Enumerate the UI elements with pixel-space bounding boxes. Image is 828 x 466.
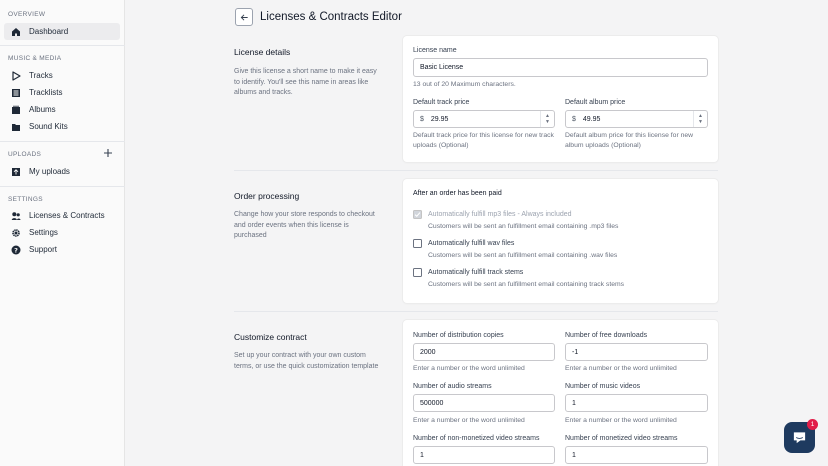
back-button[interactable] — [235, 8, 253, 26]
sidebar-item-label: Support — [29, 245, 58, 254]
section-title-license-details: License details — [234, 47, 291, 57]
audio-streams-label: Number of audio streams — [413, 383, 492, 390]
help-icon — [10, 244, 21, 255]
monetized-streams-label: Number of monetized video streams — [565, 435, 678, 442]
sidebar-item-albums[interactable] — [4, 101, 120, 118]
non-monetized-streams-input[interactable] — [413, 446, 555, 464]
track-price-input[interactable] — [413, 110, 555, 128]
add-upload-button[interactable] — [103, 148, 113, 158]
sidebar-item-tracks[interactable] — [4, 67, 120, 84]
music-videos-input[interactable] — [565, 394, 708, 412]
non-monetized-streams-value: 1 — [420, 451, 424, 459]
list-icon — [10, 87, 21, 98]
section-title-customize-contract: Customize contract — [234, 332, 307, 342]
distribution-copies-label: Number of distribution copies — [413, 332, 504, 339]
distribution-copies-help: Enter a number or the word unlimited — [413, 365, 525, 372]
album-price-stepper[interactable]: ▲ ▼ — [693, 111, 707, 127]
wav-option-help: Customers will be sent an fulfillment email containing .wav files — [428, 252, 618, 259]
divider — [0, 141, 125, 142]
customize-contract-card — [403, 320, 718, 466]
folder-icon — [10, 121, 21, 132]
track-price-help: Default track price for this license for new track uploads (Optional) — [413, 132, 554, 149]
section-label-uploads: UPLOADS — [8, 151, 42, 158]
track-price-stepper[interactable]: ▲ ▼ — [540, 111, 554, 127]
free-downloads-help: Enter a number or the word unlimited — [565, 365, 677, 372]
home-icon — [10, 26, 21, 37]
section-desc-license-details: Give this license a short name to make it easy to identify. You'll see this name in areas like albums and tracks. — [234, 68, 377, 96]
sidebar-item-sound-kits[interactable] — [4, 118, 120, 135]
section-desc-customize-contract: Set up your contract with your own custom terms, or use the quick customization template — [234, 352, 379, 370]
license-name-help: 13 out of 20 Maximum characters. — [413, 81, 516, 88]
album-price-help: Default album price for this license for new album uploads (Optional) — [565, 132, 694, 149]
sidebar-item-settings[interactable] — [4, 224, 120, 241]
check-icon — [414, 211, 421, 218]
music-videos-help: Enter a number or the word unlimited — [565, 417, 677, 424]
license-details-card — [403, 36, 718, 162]
order-processing-card — [403, 179, 718, 303]
sidebar-item-label: Albums — [29, 105, 56, 114]
option-wav — [413, 239, 514, 248]
sidebar — [0, 0, 125, 466]
track-price-value: 29.95 — [430, 115, 449, 123]
album-price-label: Default album price — [565, 99, 626, 106]
divider — [0, 186, 125, 187]
audio-streams-input[interactable] — [413, 394, 555, 412]
stems-option-help: Customers will be sent an fulfillment email containing track stems — [428, 281, 625, 288]
sidebar-item-label: Sound Kits — [29, 122, 68, 131]
sidebar-item-licenses[interactable] — [4, 207, 120, 224]
option-mp3 — [413, 210, 572, 219]
sidebar-item-label: Dashboard — [29, 27, 69, 36]
wav-option-label: Automatically fulfill wav files — [428, 240, 515, 247]
section-desc-order-processing: Change how your store responds to checkout and order events when this license is purchased — [234, 211, 375, 239]
wav-checkbox[interactable] — [413, 239, 422, 248]
free-downloads-value: -1 — [572, 348, 579, 356]
currency-symbol: $ — [572, 115, 576, 123]
sidebar-item-my-uploads[interactable] — [4, 163, 120, 180]
section-divider — [234, 170, 718, 171]
divider — [0, 45, 125, 46]
main-content — [125, 0, 828, 466]
section-label-overview: OVERVIEW — [8, 11, 46, 18]
distribution-copies-value: 2000 — [420, 348, 436, 356]
svg-text:?: ? — [13, 245, 18, 254]
plus-icon — [103, 148, 113, 158]
audio-streams-help: Enter a number or the word unlimited — [413, 417, 525, 424]
license-icon — [10, 210, 21, 221]
distribution-copies-input[interactable] — [413, 343, 555, 361]
sidebar-item-label: Tracks — [29, 71, 53, 80]
music-videos-label: Number of music videos — [565, 383, 641, 390]
free-downloads-label: Number of free downloads — [565, 332, 648, 339]
section-title-order-processing: Order processing — [234, 191, 300, 201]
license-name-label: License name — [413, 47, 457, 54]
mp3-option-help: Customers will be sent an fulfillment email containing .mp3 files — [428, 223, 619, 230]
album-icon — [10, 104, 21, 115]
currency-symbol: $ — [420, 115, 424, 123]
page-title: Licenses & Contracts Editor — [260, 11, 402, 23]
album-price-input[interactable] — [565, 110, 708, 128]
section-label-music: MUSIC & MEDIA — [8, 55, 62, 62]
free-downloads-input[interactable] — [565, 343, 708, 361]
monetized-streams-value: 1 — [572, 451, 576, 459]
mp3-checkbox[interactable] — [413, 210, 422, 219]
section-divider — [234, 311, 718, 312]
option-stems — [413, 268, 523, 277]
sidebar-item-label: Licenses & Contracts — [29, 211, 105, 220]
sidebar-item-label: Tracklists — [29, 88, 63, 97]
stems-option-label: Automatically fulfill track stems — [428, 269, 524, 276]
mp3-option-label: Automatically fulfill mp3 files - Always included — [428, 211, 572, 218]
sidebar-item-support[interactable] — [4, 241, 120, 258]
chat-icon — [792, 430, 807, 445]
album-price-value: 49.95 — [582, 115, 601, 123]
sidebar-item-label: My uploads — [29, 167, 70, 176]
sidebar-item-tracklists[interactable] — [4, 84, 120, 101]
license-name-input[interactable] — [413, 58, 708, 77]
music-videos-value: 1 — [572, 399, 576, 407]
play-icon — [10, 70, 21, 81]
sidebar-item-label: Settings — [29, 228, 58, 237]
sidebar-item-dashboard[interactable] — [4, 23, 120, 40]
monetized-streams-input[interactable] — [565, 446, 708, 464]
notification-badge: 1 — [807, 419, 818, 430]
upload-icon — [10, 166, 21, 177]
license-name-value: Basic License — [420, 64, 464, 71]
gear-icon — [10, 227, 21, 238]
audio-streams-value: 500000 — [420, 399, 444, 407]
arrow-left-icon — [240, 13, 249, 22]
track-price-label: Default track price — [413, 99, 470, 106]
section-label-settings: SETTINGS — [8, 196, 43, 203]
order-card-title: After an order has been paid — [413, 190, 502, 197]
stems-checkbox[interactable] — [413, 268, 422, 277]
non-monetized-streams-label: Number of non-monetized video streams — [413, 435, 540, 442]
